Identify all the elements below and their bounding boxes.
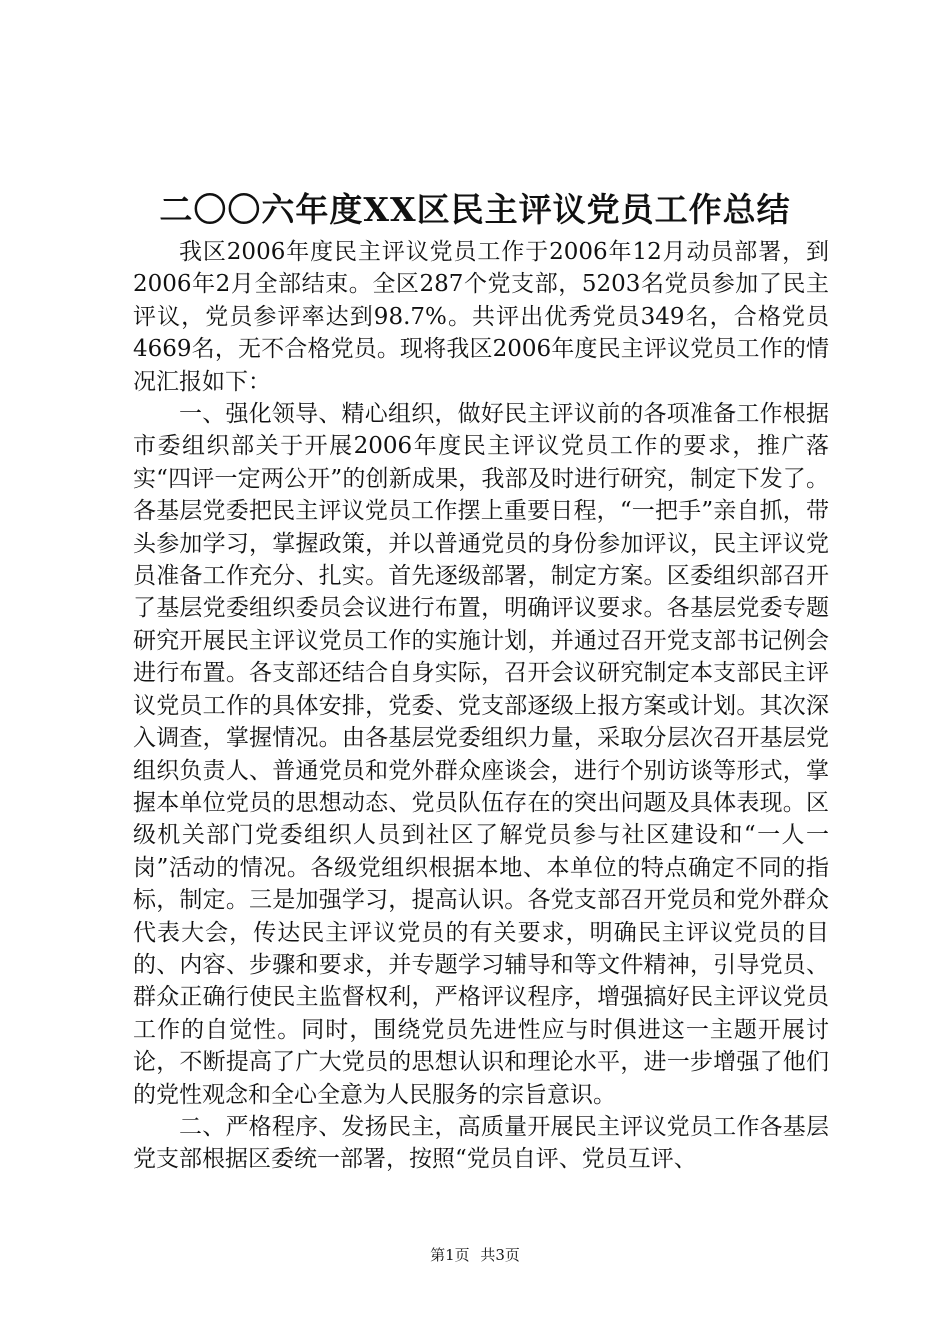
page-total: 共3页: [480, 1246, 520, 1264]
paragraph-intro: 我区2006年度民主评议党员工作于2006年12月动员部署，到2006年2月全部结束。全区287个党支部，5203名党员参加了民主评议，党员参评率达到98.7%。共评出优秀党员349名，合格党员4669名，无不合格党员。现将我区2006年度民主评议党员工作的情况汇报如下：: [133, 239, 829, 395]
paragraph-section-one: 一、强化领导、精心组织，做好民主评议前的各项准备工作根据市委组织部关于开展2006年度民主评议党员工作的要求，推广落实“四评一定两公开”的创新成果，我部及时进行研究，制定下发了。各基层党委把民主评议党员工作摆上重要日程，“一把手”亲自抓，带头参加学习，掌握政策，并以普通党员的身份参加评议，民主评议党员准备工作充分、扎实。首先逐级部署，制定方案。区委组织部召开了基层党委组织委员会议进行布置，明确评议要求。各基层党委专题研究开展民主评议党员工作的实施计划，并通过召开党支部书记例会进行布置。各支部还结合自身实际，召开会议研究制定本支部民主评议党员工作的具体安排，党委、党支部逐级上报方案或计划。其次深入调查，掌握情况。由各基层党委组织力量，采取分层次召开基层党组织负责人、普通党员和党外群众座谈会，进行个别访谈等形式，掌握本单位党员的思想动态、党员队伍存在的突出问题及具体表现。区级机关部门党委组织人员到社区了解党员参与社区建设和“一人一岗”活动的情况。各级党组织根据本地、本单位的特点确定不同的指标，制定。三是加强学习，提高认识。各党支部召开党员和党外群众代表大会，传达民主评议党员的有关要求，明确民主评议党员的目的、内容、步骤和要求，并专题学习辅导和等文件精神，引导党员、群众正确行使民主监督权利，严格评议程序，增强搞好民主评议党员工作的自觉性。同时，围绕党员先进性应与时俱进这一主题开展讨论，不断提高了广大党员的思想认识和理论水平，进一步增强了他们的党性观念和全心全意为人民服务的宗旨意识。: [133, 401, 829, 1108]
document-body: [133, 236, 829, 1176]
page-footer: [0, 1245, 950, 1265]
page-number: 第1页: [430, 1246, 470, 1264]
paragraph-section-two: 二、严格程序、发扬民主，高质量开展民主评议党员工作各基层党支部根据区委统一部署，按照“党员自评、党员互评、: [133, 1113, 829, 1173]
document-title: 二〇〇六年度XX区民主评议党员工作总结: [159, 190, 791, 229]
